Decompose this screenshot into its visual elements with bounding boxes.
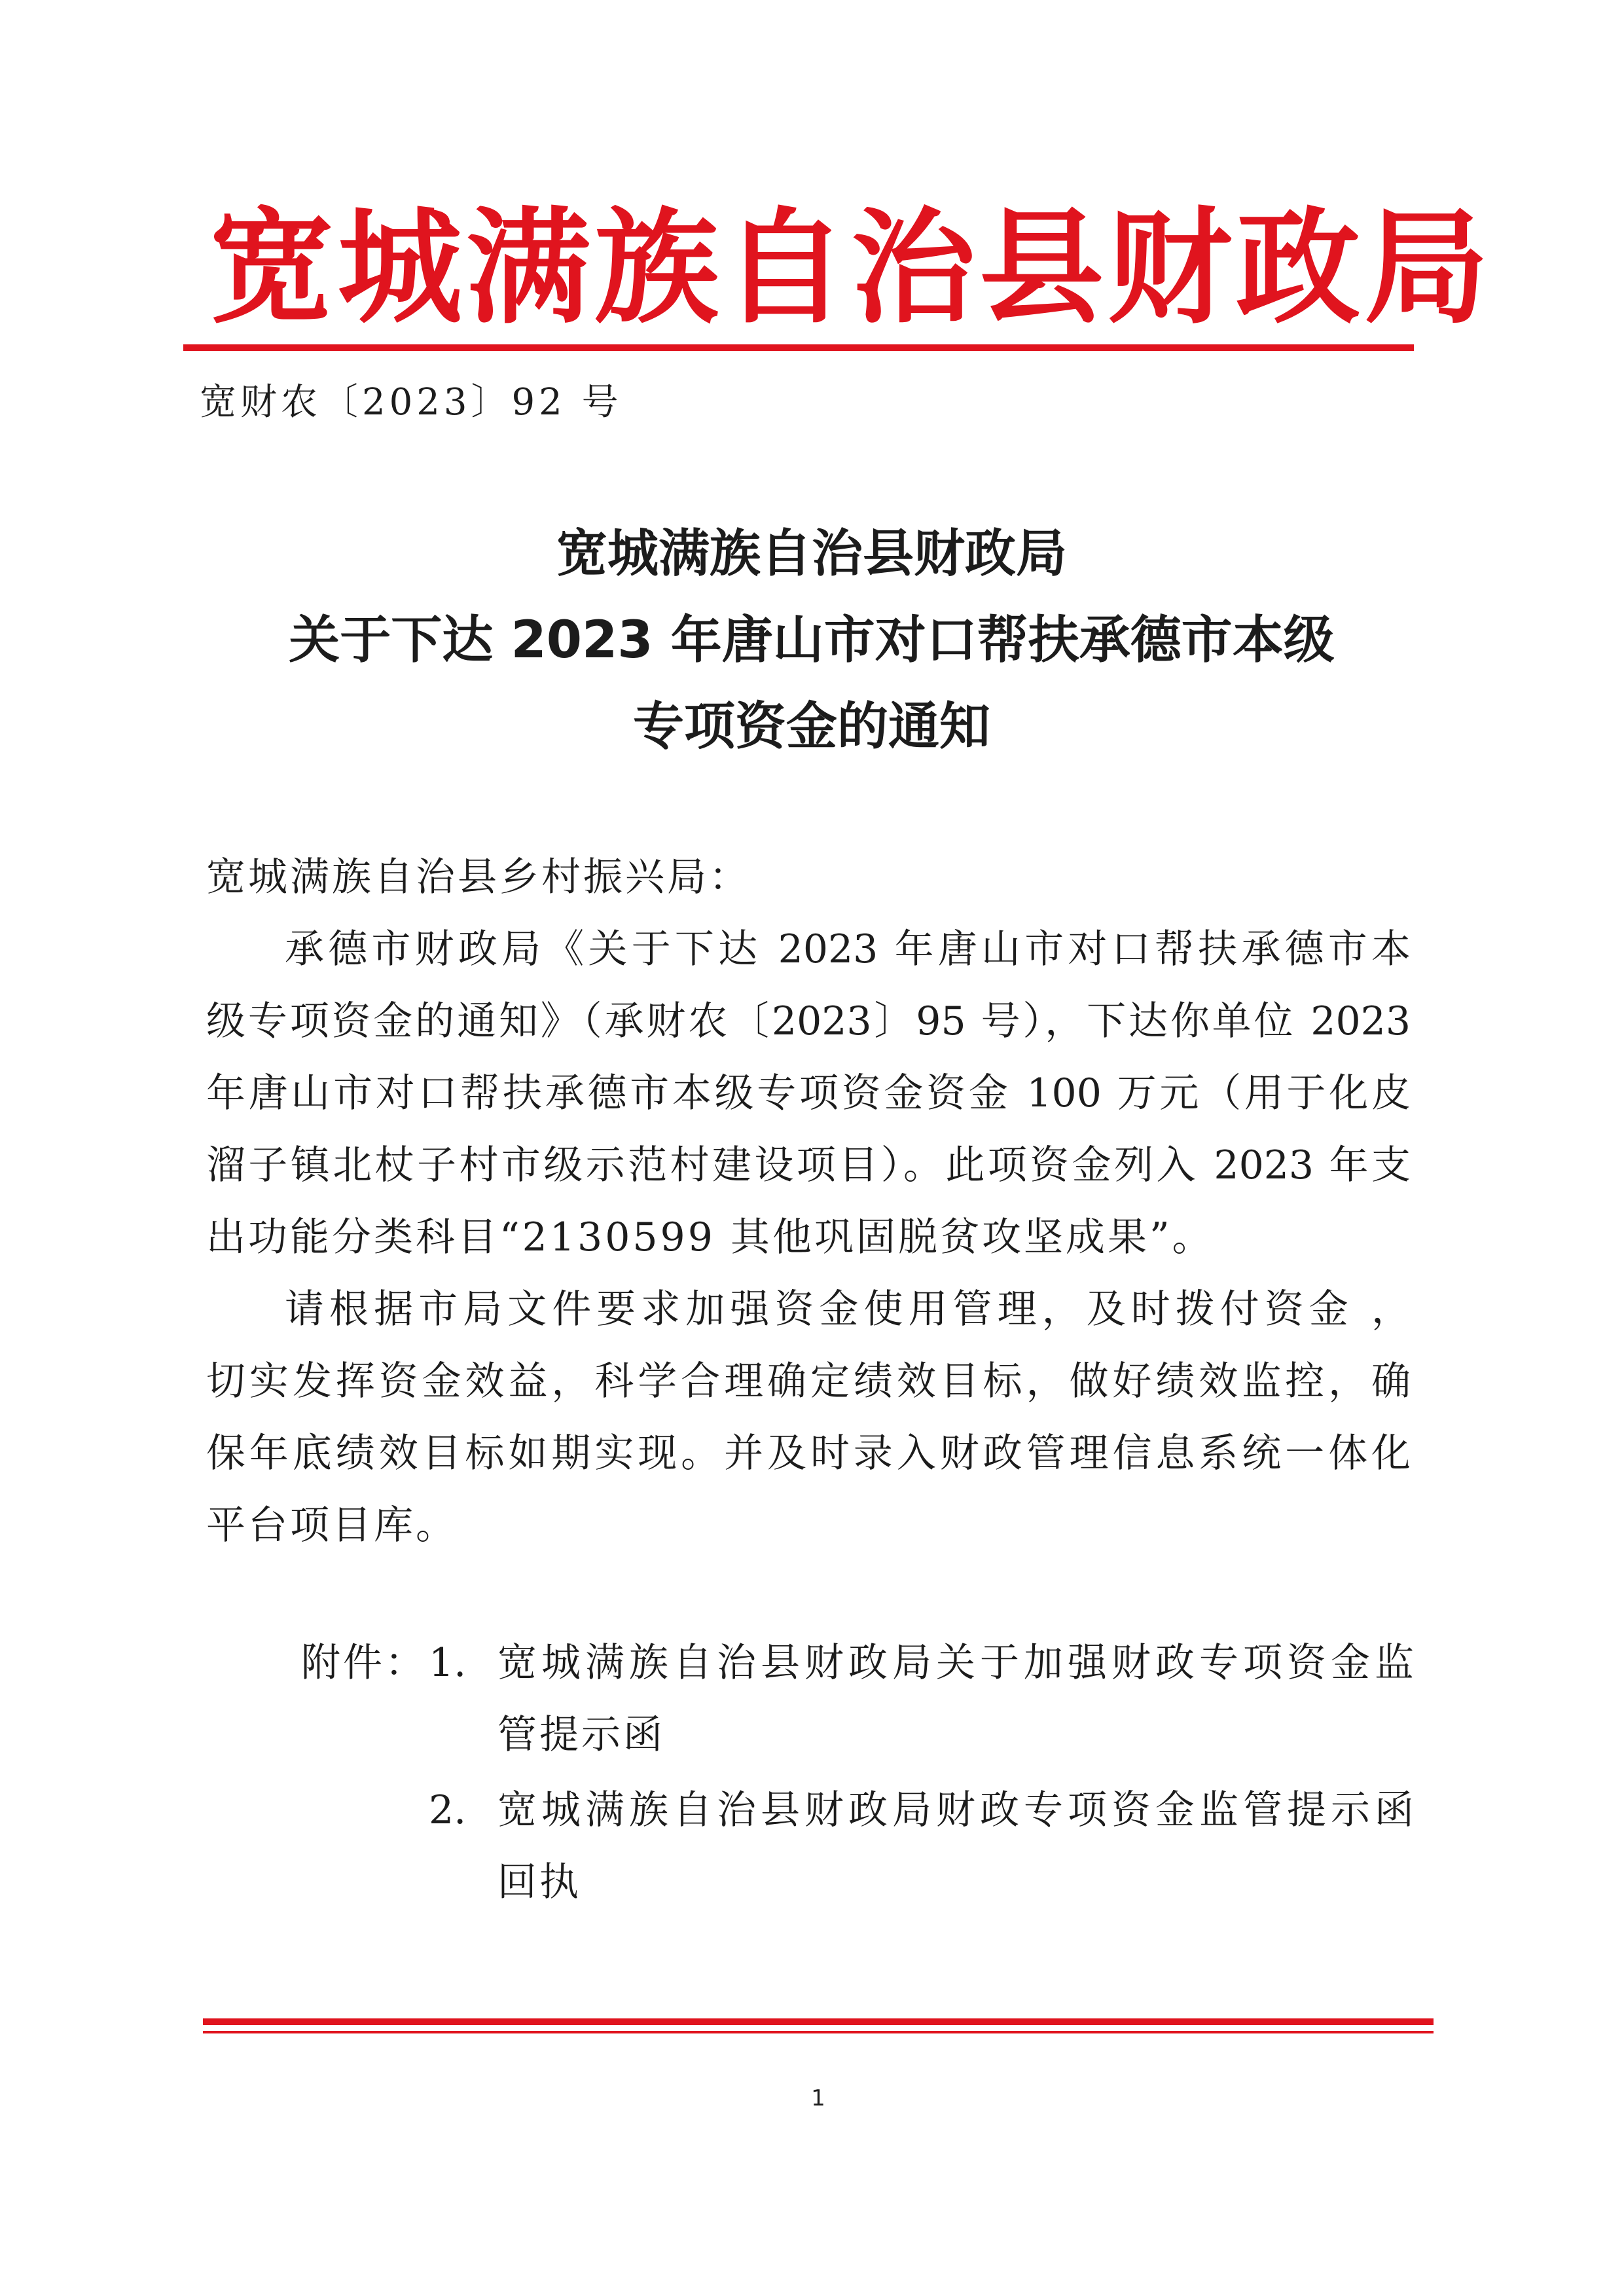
title-line-1: 宽城满族自治县财政局 bbox=[556, 524, 1067, 583]
attachment-2-number: 2. bbox=[429, 1787, 467, 1833]
title-line-2: 关于下达 2023 年唐山市对口帮扶承德市本级 bbox=[289, 611, 1335, 670]
paragraph-1-line-4: 溜子镇北杖子村市级示范村建设项目）。此项资金列入 2023 年支 bbox=[206, 1142, 1411, 1188]
paragraph-2-line-3: 保年底绩效目标如期实现。并及时录入财政管理信息系统一体化 bbox=[206, 1430, 1411, 1476]
paragraph-1-line-1: 承德市财政局《关于下达 2023 年唐山市对口帮扶承德市本 bbox=[285, 926, 1411, 972]
attachment-1-line-2: 管提示函 bbox=[497, 1712, 665, 1758]
paragraph-2-line-4: 平台项目库。 bbox=[206, 1503, 458, 1548]
attachment-2-line-2: 回执 bbox=[497, 1859, 581, 1905]
paragraph-2-line-1: 请根据市局文件要求加强资金使用管理，及时拨付资金 ， bbox=[285, 1286, 1411, 1332]
title-line-3: 专项资金的通知 bbox=[632, 697, 990, 756]
header-red-rule bbox=[183, 344, 1414, 351]
footer-red-rule-upper bbox=[203, 2018, 1434, 2025]
salutation: 宽城满族自治县乡村振兴局： bbox=[206, 854, 751, 900]
attachment-1-number: 1. bbox=[429, 1640, 467, 1686]
issuing-organization-header: 宽城满族自治县财政局 bbox=[209, 196, 1493, 340]
attachment-2-line-1: 宽城满族自治县财政局财政专项资金监管提示函 bbox=[497, 1787, 1414, 1833]
attachments-label: 附件： bbox=[301, 1640, 427, 1686]
paragraph-1-line-3: 年唐山市对口帮扶承德市本级专项资金资金 100 万元（用于化皮 bbox=[206, 1070, 1411, 1116]
document-title bbox=[157, 511, 1466, 770]
paragraph-1-line-5: 出功能分类科目“2130599 其他巩固脱贫攻坚成果”。 bbox=[206, 1214, 1214, 1260]
paragraph-1-line-2: 级专项资金的通知》（承财农〔2023〕95 号），下达你单位 2023 bbox=[206, 998, 1411, 1044]
footer-red-rule-lower bbox=[203, 2031, 1434, 2033]
attachment-1-line-1: 宽城满族自治县财政局关于加强财政专项资金监 bbox=[497, 1640, 1414, 1686]
page-number: 1 bbox=[811, 2085, 825, 2111]
paragraph-2-line-2: 切实发挥资金效益，科学合理确定绩效目标，做好绩效监控，确 bbox=[206, 1358, 1411, 1404]
document-number: 宽财农〔2023〕92 号 bbox=[200, 381, 623, 424]
